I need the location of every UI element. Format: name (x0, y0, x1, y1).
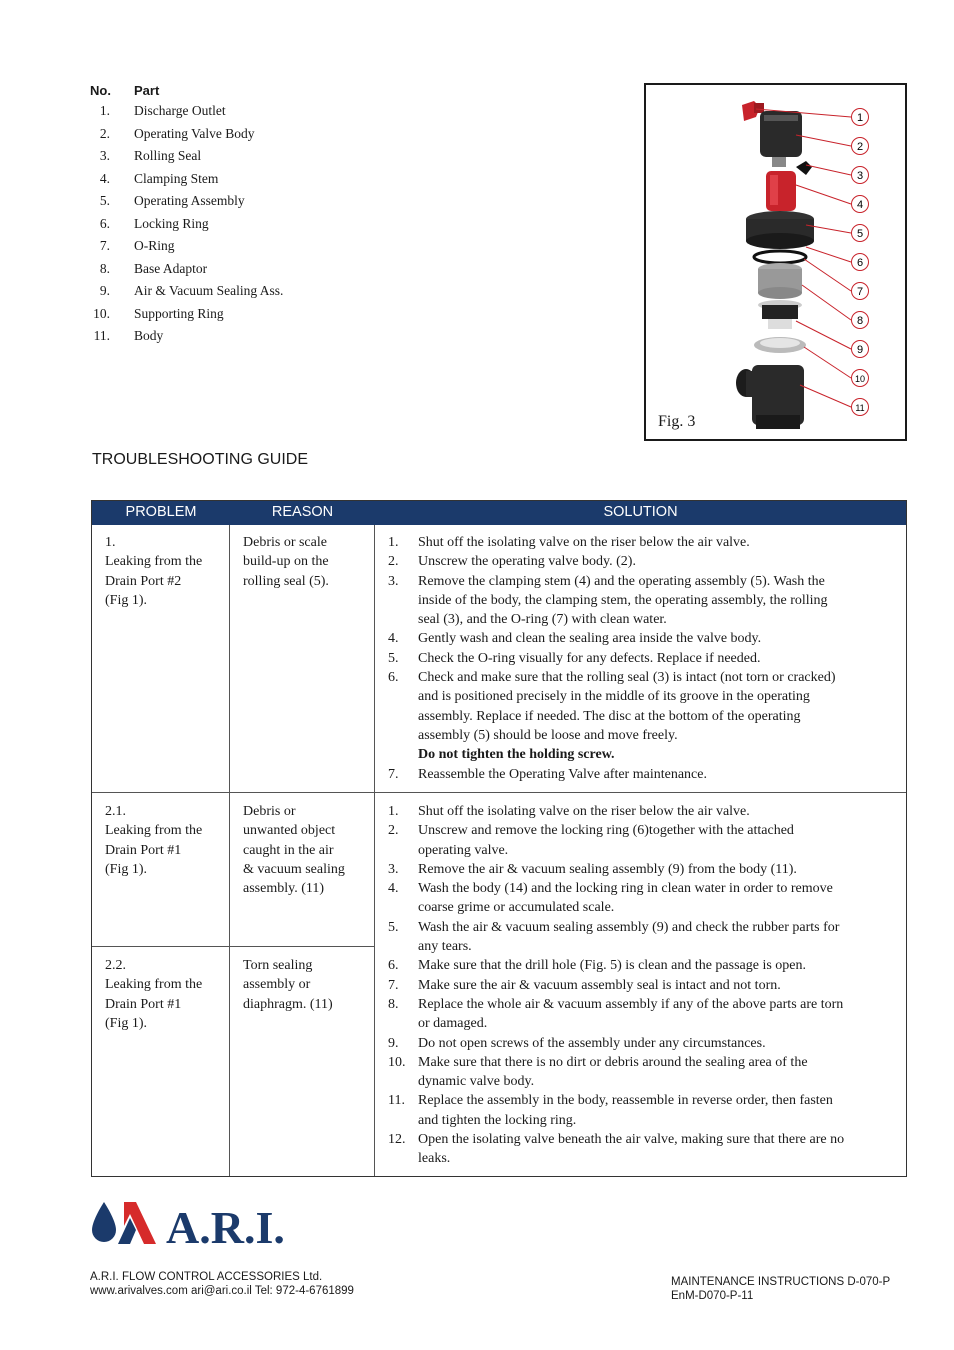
exploded-view-figure (644, 83, 907, 441)
base-adaptor-part (758, 263, 802, 299)
logo-wordmark: A.R.I. (166, 1202, 285, 1250)
step-text (418, 1034, 900, 1053)
step-line: and is positioned precisely in the middle of its groove in the operating (418, 689, 810, 705)
step-line: and tighten the locking ring. (418, 1112, 577, 1128)
step-number (388, 745, 418, 764)
parts-list-item (90, 325, 510, 348)
cell-line: Torn sealing (243, 958, 313, 973)
rolling-seal-part (796, 161, 812, 175)
locking-ring-part (746, 211, 814, 249)
part-name: Locking Ring (134, 215, 209, 231)
solution-step (388, 572, 900, 630)
cell-line: diaphragm. (11) (243, 996, 333, 1012)
part-name: Base Adaptor (134, 260, 208, 276)
step-line: assembly. Replace if needed. The disc at the bottom of the operating (418, 708, 801, 724)
step-number: 9. (388, 1035, 399, 1051)
solution-step (388, 995, 900, 1034)
step-text (418, 668, 900, 745)
step-number: 12. (388, 1132, 406, 1148)
step-text (418, 918, 900, 957)
step-number: 7. (388, 977, 399, 993)
part-number: 1. (99, 103, 110, 119)
step-text (418, 1053, 900, 1092)
part-name: Operating Valve Body (134, 125, 255, 141)
step-line: Make sure the air & vacuum assembly seal is intact and not torn. (418, 977, 781, 993)
cell-line: & vacuum sealing (243, 861, 345, 877)
part-number: 9. (99, 283, 110, 299)
solution-step (388, 956, 900, 975)
solution-step (388, 629, 900, 648)
solution-step (388, 745, 900, 764)
step-line: Reassemble the Operating Valve after maintenance. (418, 766, 707, 782)
part-number: 11. (93, 328, 110, 344)
header-solution: SOLUTION (603, 504, 678, 520)
solution-step (388, 668, 900, 745)
o-ring-part (754, 251, 806, 263)
part-number: 3. (99, 148, 110, 164)
col-divider-1 (229, 525, 230, 1176)
callout-number: 5 (856, 228, 864, 240)
cell-line: caught in the air (243, 842, 334, 858)
cell-line: (Fig 1). (105, 592, 147, 608)
cell-line: 1. (105, 535, 116, 550)
parts-list-item (90, 280, 510, 303)
cell-line: Drain Port #2 (105, 573, 182, 589)
step-number: 3. (388, 861, 399, 877)
step-line: Shut off the isolating valve on the riser below the air valve. (418, 804, 750, 819)
step-number: 7. (388, 766, 399, 782)
step-number: 2. (388, 554, 399, 570)
step-line: Replace the assembly in the body, reassemble in reverse order, then fasten (418, 1093, 833, 1109)
solution-step (388, 918, 900, 957)
troubleshooting-table (91, 500, 907, 1177)
ari-logo (90, 1198, 320, 1255)
part-name: Supporting Ring (134, 305, 224, 321)
solution-step (388, 802, 900, 821)
cell-line: 2.1. (105, 804, 126, 819)
step-text (418, 745, 900, 764)
part-number: 4. (99, 170, 110, 186)
parts-header-part: Part (134, 82, 160, 98)
part-number: 2. (99, 125, 110, 141)
part-number: 5. (99, 193, 110, 209)
step-line: Gently wash and clean the sealing area inside the valve body. (418, 631, 762, 647)
parts-list (90, 80, 510, 348)
header-reason: REASON (271, 504, 334, 520)
cell-line: build-up on the (243, 554, 329, 570)
step-text (418, 1091, 900, 1130)
step-number: 3. (388, 573, 399, 589)
cell-line: Leaking from the (105, 554, 203, 570)
solution-step (388, 860, 900, 879)
cell-line: rolling seal (5). (243, 573, 329, 589)
part-number: 6. (99, 215, 110, 231)
row2a-reason (243, 802, 371, 898)
step-text (418, 649, 900, 668)
parts-list-item (90, 100, 510, 123)
step-line: Shut off the isolating valve on the riser below the air valve. (418, 535, 750, 550)
step-line: Do not tighten the holding screw. (418, 747, 615, 763)
parts-list-item (90, 213, 510, 236)
solution-step (388, 976, 900, 995)
row-divider-2 (92, 946, 375, 947)
step-line: Remove the clamping stem (4) and the operating assembly (5). Wash the (418, 573, 825, 589)
cell-line: (Fig 1). (105, 861, 147, 877)
footer-contact: www.arivalves.com ari@ari.co.il Tel: 972-4-6761899 (90, 1285, 354, 1297)
step-line: seal (3), and the O-ring (7) with clean water. (418, 612, 667, 628)
row2b-problem (105, 956, 225, 1033)
step-number: 1. (388, 535, 399, 550)
callout-number: 11 (855, 403, 865, 413)
footer-doc-code: EnM-D070-P-11 (671, 1290, 754, 1302)
callout-markers (852, 109, 869, 416)
row2-solution (388, 802, 900, 1169)
operating-valve-body-part (760, 111, 802, 167)
step-line: any tears. (418, 939, 472, 955)
parts-list-item (90, 145, 510, 168)
troubleshooting-title: TROUBLESHOOTING GUIDE (92, 451, 309, 468)
step-text (418, 956, 900, 975)
callout-number: 10 (854, 374, 866, 384)
callout-number: 6 (856, 257, 864, 269)
col-divider-2 (374, 525, 375, 1176)
step-number: 5. (388, 919, 399, 935)
step-text (418, 765, 900, 784)
footer-company (90, 1270, 354, 1298)
row1-reason (243, 533, 371, 591)
cell-line: assembly or (243, 977, 311, 993)
part-name: Body (134, 328, 164, 344)
table-header (92, 501, 906, 525)
step-number: 2. (388, 823, 399, 839)
solution-step (388, 765, 900, 784)
step-text (418, 533, 900, 552)
step-line: Wash the body (14) and the locking ring in clean water in order to remove (418, 881, 833, 897)
step-number: 4. (388, 881, 399, 897)
part-name: Operating Assembly (134, 193, 245, 209)
callout-number: 4 (856, 199, 864, 211)
callout-number: 7 (856, 286, 864, 298)
cell-line: Leaking from the (105, 977, 203, 993)
solution-step (388, 1053, 900, 1092)
cell-line: Leaking from the (105, 823, 203, 839)
figure-caption: Fig. 3 (658, 413, 696, 430)
step-text (418, 629, 900, 648)
step-text (418, 860, 900, 879)
air-vacuum-sealing-part (758, 300, 802, 329)
step-line: Unscrew and remove the locking ring (6)together with the attached (418, 823, 794, 839)
step-line: Remove the air & vacuum sealing assembly (9) from the body (11). (418, 861, 797, 877)
solution-step (388, 821, 900, 860)
step-number: 4. (388, 631, 399, 647)
cell-line: Debris or (243, 804, 296, 819)
solution-step (388, 1130, 900, 1169)
parts-header-no: No. (90, 82, 111, 98)
step-line: Do not open screws of the assembly under any circumstances. (418, 1035, 766, 1051)
part-name: Discharge Outlet (134, 103, 226, 119)
cell-line: Debris or scale (243, 535, 327, 550)
row2b-reason (243, 956, 371, 1014)
step-line: leaks. (418, 1151, 451, 1167)
solution-step (388, 879, 900, 918)
solution-step (388, 649, 900, 668)
step-line: Make sure that there is no dirt or debris around the sealing area of the (418, 1054, 808, 1070)
part-name: O-Ring (134, 238, 175, 254)
cell-line: (Fig 1). (105, 1015, 147, 1031)
step-line: operating valve. (418, 842, 509, 858)
step-number: 6. (388, 958, 399, 974)
callout-number: 8 (856, 315, 864, 327)
step-text (418, 572, 900, 630)
cell-line: unwanted object (243, 823, 336, 839)
header-problem: PROBLEM (125, 504, 197, 520)
step-line: Check the O-ring visually for any defects. Replace if needed. (418, 650, 761, 666)
step-line: Check and make sure that the rolling seal (3) is intact (not torn or cracked) (418, 670, 836, 686)
cell-line: Drain Port #1 (105, 842, 182, 858)
cell-line: Drain Port #1 (105, 996, 182, 1012)
part-name: Clamping Stem (134, 170, 219, 186)
parts-list-item (90, 258, 510, 281)
callout-number: 2 (856, 141, 864, 153)
row1-problem (105, 533, 225, 610)
step-line: Unscrew the operating valve body. (2). (418, 554, 636, 570)
supporting-ring-part (754, 337, 806, 353)
step-text (418, 879, 900, 918)
step-line: assembly (5) should be loose and move freely. (418, 727, 678, 743)
step-line: Make sure that the drill hole (Fig. 5) is clean and the passage is open. (418, 958, 807, 974)
part-number: 10. (93, 305, 110, 321)
step-text (418, 552, 900, 571)
operating-assembly-part (766, 171, 796, 211)
cell-line: 2.2. (105, 958, 126, 973)
step-line: Replace the whole air & vacuum assembly if any of the above parts are torn (418, 996, 844, 1012)
step-text (418, 1130, 900, 1169)
row-divider-1 (92, 792, 906, 793)
step-number: 11. (388, 1093, 405, 1109)
step-line: or damaged. (418, 1016, 488, 1032)
footer-document-id (671, 1275, 890, 1303)
step-text (418, 802, 900, 821)
parts-list-item (90, 190, 510, 213)
step-line: Open the isolating valve beneath the air valve, making sure that there are no (418, 1132, 845, 1148)
step-line: Wash the air & vacuum sealing assembly (9) and check the rubber parts for (418, 919, 840, 935)
parts-list-item (90, 168, 510, 191)
exploded-valve-illustration (646, 85, 905, 439)
step-line: dynamic valve body. (418, 1074, 535, 1090)
step-number: 10. (388, 1054, 406, 1070)
part-number: 7. (99, 238, 110, 254)
step-line: inside of the body, the clamping stem, the operating assembly, the rolling (418, 592, 828, 608)
solution-step (388, 552, 900, 571)
solution-step (388, 533, 900, 552)
footer-company-name: A.R.I. FLOW CONTROL ACCESSORIES Ltd. (90, 1271, 323, 1283)
step-number: 5. (388, 650, 399, 666)
footer-doc-title: MAINTENANCE INSTRUCTIONS D-070-P (671, 1276, 891, 1288)
step-line: coarse grime or accumulated scale. (418, 900, 615, 916)
solution-step (388, 1034, 900, 1053)
part-number: 8. (99, 260, 110, 276)
step-number: 1. (388, 804, 399, 819)
valve-body-part (736, 365, 804, 429)
step-text (418, 976, 900, 995)
parts-list-item (90, 123, 510, 146)
row1-solution (388, 533, 900, 784)
step-number: 8. (388, 996, 399, 1012)
callout-number: 3 (856, 170, 864, 182)
part-name: Air & Vacuum Sealing Ass. (134, 283, 284, 299)
row2a-problem (105, 802, 225, 879)
solution-step (388, 1091, 900, 1130)
step-text (418, 995, 900, 1034)
part-name: Rolling Seal (134, 148, 202, 164)
parts-list-item (90, 303, 510, 326)
callout-number: 1 (856, 112, 864, 124)
step-number: 6. (388, 670, 399, 686)
cell-line: assembly. (11) (243, 881, 324, 897)
parts-list-item (90, 235, 510, 258)
ari-logo-mark (90, 1198, 320, 1250)
callout-number: 9 (856, 344, 864, 356)
step-text (418, 821, 900, 860)
